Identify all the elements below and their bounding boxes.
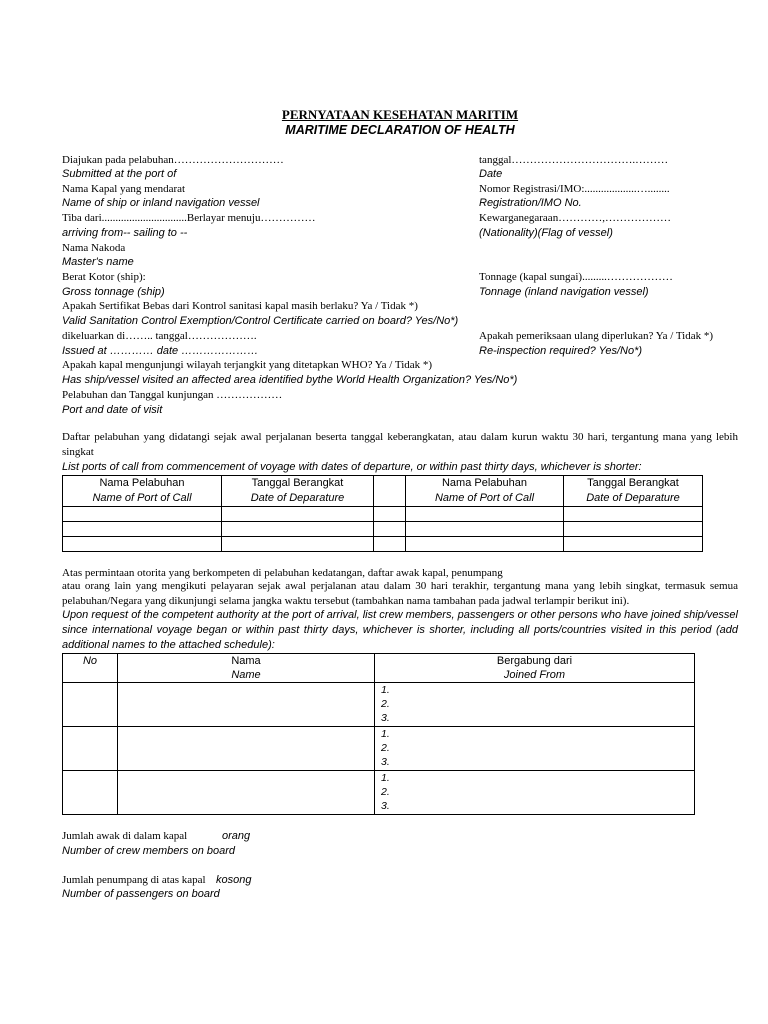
date-cell[interactable]: [564, 507, 703, 522]
visit-label-id: Pelabuhan dan Tanggal kunjungan ………………: [62, 389, 283, 401]
ports-intro-en: List ports of call from commencement of voyage with dates of departure, or within past thirty days, whichever is shorter:: [62, 461, 642, 473]
reg-label-en: Registration/IMO No.: [479, 197, 582, 209]
name-cell[interactable]: [118, 727, 375, 771]
reinspection-label-id: Apakah pemeriksaan ulang diperlukan? Ya / Tidak *): [479, 330, 714, 342]
gross-label-id: Berat Kotor (ship):: [62, 271, 146, 283]
date-cell[interactable]: [564, 537, 703, 552]
no-cell[interactable]: [63, 683, 118, 727]
table-row: [63, 683, 695, 727]
crew-table: [62, 653, 695, 815]
cert-label-id: Apakah Sertifikat Bebas dari Kontrol sanitasi kapal masih berlaku? Ya / Tidak *): [62, 300, 418, 312]
crew-intro-id-continued: atau orang lain yang mengikuti pelayaran sejak awal perjalanan atau dalam 30 hari terakhir, tergantung mana yang lebih singkat, termasuk semua pelabuhan/Negara yang dikunjungi selama jangka waktu tersebut (tambahkan nama tambahan pada jadwal terlampir berikut ini).: [62, 580, 738, 607]
spacer-cell: [374, 537, 406, 552]
date-column-header: Tanggal Berangkat Date of Deparature: [222, 476, 374, 507]
date-label-en: Date: [479, 168, 503, 180]
crew-intro-en: Upon request of the competent authority at the port of arrival, list crew members, passengers or other persons who have joined ship/vessel since international voyage began or within past thirty days, whichever is shorter, including all ports/countries visited in this period (add additional names to the attached schedule):: [62, 609, 738, 651]
tonnage-label-id: Tonnage (kapal sungai).........………………: [479, 271, 673, 283]
reinspection-label-en: Re-inspection required? Yes/No*): [479, 345, 643, 357]
table-row: [63, 507, 703, 522]
issued-label-en: Issued at ………… date …………………: [62, 345, 259, 357]
visit-label-en: Port and date of visit: [62, 404, 163, 416]
port-cell[interactable]: [406, 522, 564, 537]
crew-intro-id: Atas permintaan otorita yang berkompeten di pelabuhan kedatangan, daftar awak kapal, penumpang: [62, 567, 503, 579]
who-label-id: Apakah kapal mengunjungi wilayah terjangkit yang ditetapkan WHO? Ya / Tidak *): [62, 359, 433, 371]
cert-label-en: Valid Sanitation Control Exemption/Control Certificate carried on board? Yes/No*): [62, 315, 459, 327]
name-cell[interactable]: [118, 683, 375, 727]
crew-count-value: orang: [222, 830, 251, 842]
port-cell[interactable]: [63, 522, 222, 537]
date-label-id: tanggal…………………………….………: [479, 154, 669, 166]
date-cell[interactable]: [222, 522, 374, 537]
table-row: [63, 727, 695, 771]
port-cell[interactable]: [63, 507, 222, 522]
date-cell[interactable]: [222, 537, 374, 552]
who-label-en: Has ship/vessel visited an affected area identified bythe World Health Organization? Yes/No*): [62, 374, 518, 386]
table-row: [63, 537, 703, 552]
issued-label-id: dikeluarkan di…….. tanggal……………….: [62, 330, 257, 342]
spacer-cell: [374, 507, 406, 522]
title-indonesian: PERNYATAAN KESEHATAN MARITIM: [281, 107, 519, 122]
date-cell[interactable]: [222, 507, 374, 522]
port-label-en: Submitted at the port of: [62, 168, 177, 180]
no-cell[interactable]: [63, 727, 118, 771]
master-label-id: Nama Nakoda: [62, 242, 126, 254]
name-column-header: Nama Name: [118, 654, 375, 683]
passenger-count-label-id: Jumlah penumpang di atas kapal: [62, 874, 206, 886]
name-cell[interactable]: [118, 771, 375, 815]
crew-count-label-en: Number of crew members on board: [62, 845, 236, 857]
table-row: [63, 522, 703, 537]
ship-label-en: Name of ship or inland navigation vessel: [62, 197, 260, 209]
ports-of-call-table: [62, 475, 703, 552]
port-cell[interactable]: [406, 507, 564, 522]
table-row: [63, 771, 695, 815]
no-cell[interactable]: [63, 771, 118, 815]
joined-cell[interactable]: 1. 2. 3.: [375, 771, 695, 815]
spacer-column: [374, 476, 406, 507]
date-cell[interactable]: [564, 522, 703, 537]
joined-cell[interactable]: 1. 2. 3.: [375, 727, 695, 771]
port-label-id: Diajukan pada pelabuhan…………………………: [62, 154, 284, 166]
master-label-en: Master's name: [62, 256, 134, 268]
ports-intro-id: Daftar pelabuhan yang didatangi sejak awal perjalanan beserta tanggal keberangkatan, atau dalam kurun waktu 30 hari, tergantung mana yang lebih singkat: [62, 431, 738, 458]
crew-count-label-id: Jumlah awak di dalam kapal: [62, 830, 188, 842]
joined-cell[interactable]: 1. 2. 3.: [375, 683, 695, 727]
joined-column-header: Bergabung dari Joined From: [375, 654, 695, 683]
from-label-en: arriving from-- sailing to --: [62, 227, 188, 239]
passenger-count-value: kosong: [216, 874, 252, 886]
ship-label-id: Nama Kapal yang mendarat: [62, 183, 186, 195]
gross-label-en: Gross tonnage (ship): [62, 286, 165, 298]
reg-label-id: Nomor Registrasi/IMO:...................…........: [479, 183, 670, 195]
port-column-header: Nama Pelabuhan Name of Port of Call: [63, 476, 222, 507]
nationality-label-en: (Nationality)(Flag of vessel): [479, 227, 613, 239]
tonnage-label-en: Tonnage (inland navigation vessel): [479, 286, 649, 298]
port-column-header: Nama Pelabuhan Name of Port of Call: [406, 476, 564, 507]
nationality-label-id: Kewarganegaraan…………,………………: [479, 212, 671, 224]
spacer-cell: [374, 522, 406, 537]
date-column-header: Tanggal Berangkat Date of Deparature: [564, 476, 703, 507]
from-label-id: Tiba dari...............................Berlayar menuju……………: [62, 212, 316, 224]
port-cell[interactable]: [63, 537, 222, 552]
no-column-header: No: [63, 654, 118, 683]
port-cell[interactable]: [406, 537, 564, 552]
title-english: MARITIME DECLARATION OF HEALTH: [285, 123, 515, 137]
passenger-count-label-en: Number of passengers on board: [62, 888, 220, 900]
